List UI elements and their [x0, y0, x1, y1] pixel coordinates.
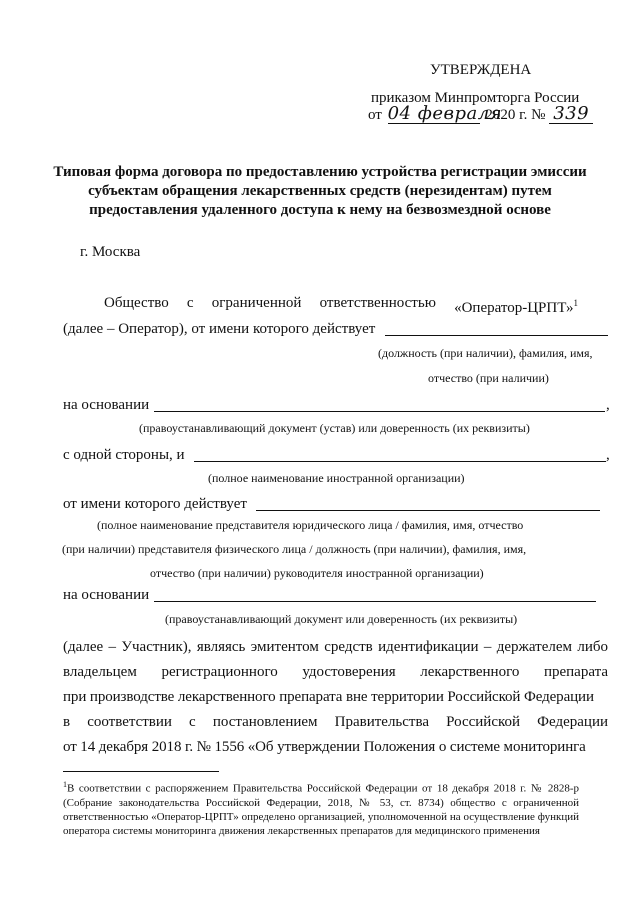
body-word: с	[189, 714, 196, 730]
intro-line-1	[104, 294, 578, 317]
body-word: являясь	[196, 639, 246, 655]
body-word: препарата	[543, 664, 608, 680]
intro-operator-name	[454, 294, 578, 317]
basis-label-2: на основании	[63, 587, 150, 603]
body-word: средств	[324, 639, 373, 655]
footnote-number: 1	[63, 780, 67, 789]
body-line-2	[63, 663, 608, 681]
participant-basis-field[interactable]	[154, 601, 596, 602]
operator-representative-field[interactable]	[385, 335, 608, 336]
document-title-line-3: предоставления удаленного доступа к нему на безвозмездной основе	[89, 202, 551, 218]
body-word: Участник),	[121, 639, 192, 655]
body-word: в	[63, 714, 71, 730]
other-side-label: с одной стороны, и	[63, 447, 185, 463]
caption-organization-name: (полное наименование иностранной организации)	[208, 471, 465, 485]
operator-name: «Оператор-ЦРПТ»	[454, 300, 574, 316]
caption-position-name: (должность (при наличии), фамилия, имя,	[378, 346, 593, 360]
body-word: владельцем	[63, 664, 137, 680]
approval-number-handwritten: 339	[549, 105, 593, 124]
body-word: (далее	[63, 639, 104, 655]
body-word: Федерации	[537, 714, 608, 730]
caption-basis-1: (правоустанавливающий документ (устав) или доверенность (их реквизиты)	[139, 421, 530, 435]
body-word: Правительства	[334, 714, 430, 730]
approval-year: 2020 г. №	[485, 107, 546, 123]
acting-label: от имени которого действует	[63, 496, 247, 512]
intro-word: с	[186, 295, 194, 311]
body-line-5: от 14 декабря 2018 г. № 1556 «Об утверждении Положения о системе мониторинга	[63, 739, 586, 755]
approval-order-line: приказом Минпромторга России	[371, 90, 580, 106]
body-word: –	[483, 639, 492, 655]
footnote-separator	[63, 771, 219, 772]
caption-basis-2: (правоустанавливающий документ или доверенность (их реквизиты)	[165, 612, 518, 626]
participant-representative-field[interactable]	[256, 510, 600, 511]
basis-label-1: на основании	[63, 397, 150, 413]
body-word: либо	[577, 639, 608, 655]
intro-word: ответственностью	[319, 295, 436, 311]
other-side-comma: ,	[606, 447, 610, 463]
body-line-1	[63, 638, 608, 656]
body-word: идентификации	[378, 639, 479, 655]
body-word: регистрационного	[161, 664, 278, 680]
document-title-line-1: Типовая форма договора по предоставлению устройства регистрации эмиссии	[53, 164, 587, 180]
body-word: Российской	[446, 714, 521, 730]
approval-date-handwritten: 04 февраля	[387, 103, 503, 124]
intro-line-2: (далее – Оператор), от имени которого действует	[63, 321, 376, 337]
body-line-3: при производстве лекарственного препарата вне территории Российской Федерации	[63, 689, 594, 705]
caption-representative-1: (полное наименование представителя юридического лица / фамилия, имя, отчество	[97, 518, 524, 532]
document-title-line-2: субъектам обращения лекарственных средств (нерезидентам) путем	[88, 183, 552, 199]
caption-representative-3: отчество (при наличии) руководителя иностранной организации)	[150, 566, 484, 580]
body-word: держателем	[496, 639, 572, 655]
caption-representative-2: (при наличии) представителя физического лица / должность (при наличии), фамилия, имя,	[62, 542, 527, 556]
footnote	[63, 778, 579, 838]
approval-date-line	[368, 105, 593, 124]
body-word: эмитентом	[250, 639, 319, 655]
caption-patronymic: отчество (при наличии)	[428, 371, 549, 385]
body-word: –	[108, 639, 117, 655]
footnote-mark: 1	[573, 298, 578, 308]
approval-prefix: от	[368, 107, 382, 123]
operator-basis-field[interactable]	[154, 411, 605, 412]
body-word: постановлением	[212, 714, 318, 730]
body-word: соответствии	[87, 714, 172, 730]
city: г. Москва	[80, 244, 141, 260]
basis-comma-1: ,	[606, 397, 610, 413]
approval-heading: УТВЕРЖДЕНА	[430, 62, 532, 78]
intro-word: Общество	[104, 295, 169, 311]
body-line-4	[63, 713, 608, 731]
footnote-text: В соответствии с распоряжением Правительства Российской Федерации от 18 декабря 2018 г. № 2828-р (Собрание законодательства Российской Федерации, 2018, № 53, ст. 8734) общество с ограниченной ответственностью «Оператор-ЦРПТ» определено организацией, уполномоченной на осуществление функций оператора системы мониторинга движения лекарственных препаратов для медицинского применения	[63, 782, 579, 837]
body-word: лекарственного	[420, 664, 520, 680]
body-word: удостоверения	[302, 664, 396, 680]
intro-word: ограниченной	[211, 295, 302, 311]
organization-name-field[interactable]	[194, 461, 606, 462]
